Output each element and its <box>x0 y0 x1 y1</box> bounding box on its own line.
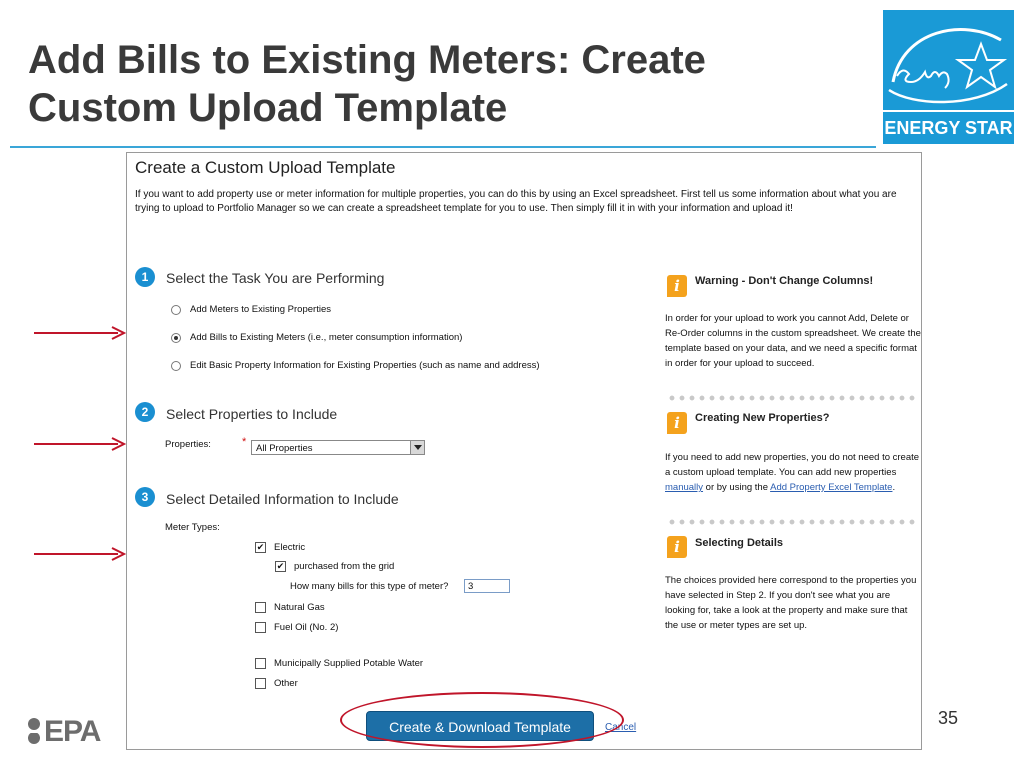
meter-purchased-label: purchased from the grid <box>294 561 395 572</box>
annotation-arrow-2 <box>34 437 126 451</box>
tip-text: . <box>892 482 896 493</box>
tip-warning-body: In order for your upload to work you cannot Add, Delete or Re-Order columns in the custom spreadsheet. We create the template based on your data, and we need a specific format in order for your upload to succeed. <box>665 313 921 369</box>
tip-new-properties-title: Creating New Properties? <box>695 412 830 424</box>
slide-title-line2: Custom Upload Template <box>28 86 508 130</box>
annotation-arrow-3 <box>34 547 126 561</box>
step-3-badge: 3 <box>135 487 155 507</box>
checkbox[interactable] <box>255 678 266 689</box>
epa-logo-text: EPA <box>44 715 101 748</box>
tip-text: or by using the <box>703 482 771 493</box>
energy-star-label: ENERGY STAR <box>883 110 1014 144</box>
step-2-title: Select Properties to Include <box>166 406 338 422</box>
checkbox[interactable] <box>255 658 266 669</box>
manually-link[interactable]: manually <box>665 482 704 493</box>
tip-separator <box>667 395 915 401</box>
title-divider <box>10 146 876 148</box>
task-option-add-bills[interactable] <box>171 332 462 343</box>
energy-star-logo <box>881 8 1016 146</box>
step-2-badge: 2 <box>135 402 155 422</box>
step-1-title: Select the Task You are Performing <box>166 270 385 286</box>
create-download-template-button[interactable]: Create & Download Template <box>366 711 594 741</box>
checkbox-checked[interactable]: ✔ <box>276 561 285 571</box>
checkbox[interactable] <box>255 622 266 633</box>
radio-button[interactable] <box>171 305 181 315</box>
tip-selecting-details-title: Selecting Details <box>695 537 784 549</box>
panel-heading: Create a Custom Upload Template <box>135 158 396 177</box>
meter-water[interactable] <box>255 658 423 669</box>
meter-fuel-oil[interactable] <box>255 622 338 633</box>
upload-template-panel <box>126 152 922 750</box>
bills-count-input[interactable]: 3 <box>464 579 510 593</box>
add-property-template-link[interactable]: Add Property Excel Template <box>770 482 893 493</box>
properties-label: Properties: <box>165 439 211 450</box>
info-icon: i <box>667 275 687 297</box>
meter-natural-gas[interactable] <box>255 602 325 613</box>
panel-intro: If you want to add property use or meter information for multiple properties, you can do this by using an Excel spreadsheet. First tell us some information about what you are trying to upload to Portfolio Manager so we can create a spreadsheet template for you to use. Then simply fill it in with your information and upload it! <box>135 189 897 214</box>
properties-select[interactable] <box>251 440 425 455</box>
meter-water-label: Municipally Supplied Potable Water <box>274 658 424 669</box>
button-highlight-oval <box>340 692 624 748</box>
cancel-link[interactable]: Cancel <box>605 722 637 733</box>
slide-title-line1: Add Bills to Existing Meters: Create <box>28 38 706 82</box>
page-number: 35 <box>938 708 959 728</box>
tip-separator <box>667 519 915 525</box>
task-option-add-meters[interactable] <box>171 304 331 315</box>
info-icon: i <box>667 536 687 558</box>
slide-title <box>28 36 848 132</box>
checkbox-checked[interactable]: ✔ <box>256 542 265 552</box>
step-3-title: Select Detailed Information to Include <box>166 491 399 507</box>
meter-natural-gas-label: Natural Gas <box>274 602 325 613</box>
required-marker: * <box>242 436 247 448</box>
meter-electric-label: Electric <box>274 542 306 553</box>
bills-count-label: How many bills for this type of meter? <box>290 581 449 592</box>
checkbox[interactable] <box>255 602 266 613</box>
properties-select-value: All Properties <box>256 443 313 454</box>
task-option-label: Add Bills to Existing Meters (i.e., meter consumption information) <box>190 332 463 343</box>
meter-electric[interactable] <box>255 542 305 553</box>
chevron-down-icon[interactable] <box>410 441 424 454</box>
tip-warning-title: Warning - Don't Change Columns! <box>695 275 874 287</box>
radio-button-selected[interactable] <box>171 333 181 343</box>
meter-purchased-grid[interactable] <box>275 561 394 572</box>
tip-text: If you need to add new properties, you do not need to create a custom upload template. You can add new properties <box>665 452 920 478</box>
step-1-badge: 1 <box>135 267 155 287</box>
meter-fuel-oil-label: Fuel Oil (No. 2) <box>274 622 339 633</box>
info-icon: i <box>667 412 687 434</box>
meter-types-label: Meter Types: <box>165 522 220 533</box>
tip-selecting-details-body: The choices provided here correspond to the properties you have selected in Step 2. If you don't see what you are looking for, take a look at the property and make sure that the use or meter types are set up. <box>665 575 917 631</box>
meter-other[interactable] <box>255 678 298 689</box>
task-option-edit-property[interactable] <box>171 360 540 371</box>
meter-other-label: Other <box>274 678 298 689</box>
annotation-arrow-1 <box>34 326 126 340</box>
radio-button[interactable] <box>171 361 181 371</box>
epa-flower-icon <box>24 716 44 748</box>
task-option-label: Add Meters to Existing Properties <box>190 304 331 315</box>
energy-star-swoosh-icon <box>883 10 1014 112</box>
task-option-label: Edit Basic Property Information for Existing Properties (such as name and address) <box>190 360 540 371</box>
tip-new-properties-body <box>665 450 921 495</box>
